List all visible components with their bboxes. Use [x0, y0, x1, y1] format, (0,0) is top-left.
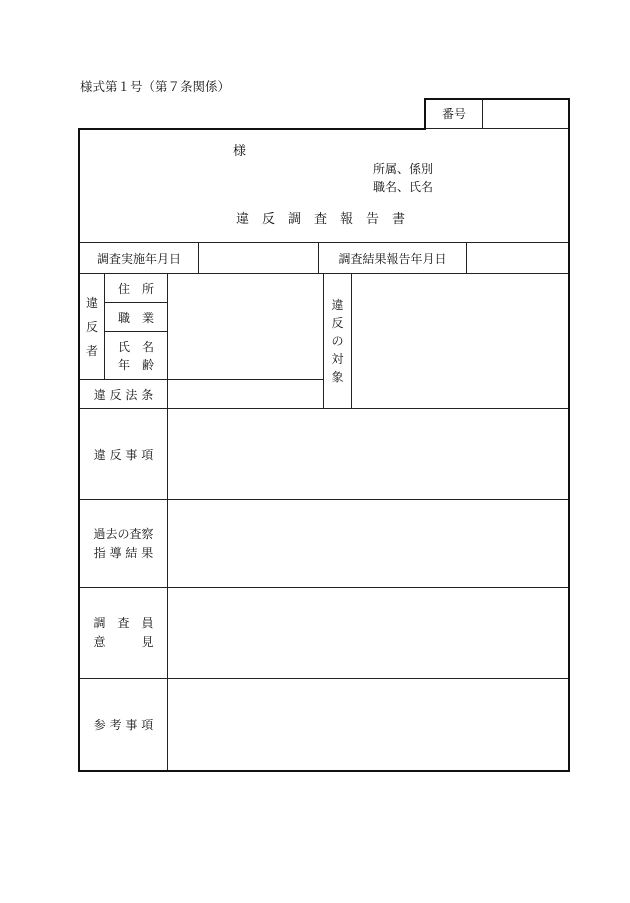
occupation-label: 職 業	[117, 310, 154, 325]
survey-date-field[interactable]	[199, 243, 318, 273]
affiliation-label: 所属、係別	[373, 162, 434, 176]
name-age-label	[105, 332, 167, 379]
frame-bottom	[78, 770, 570, 772]
frame-top	[78, 128, 426, 130]
target-char-1: 違	[331, 298, 344, 312]
violation-matter-field[interactable]	[168, 409, 568, 499]
survey-date-label: 調査実施年月日	[96, 251, 181, 266]
past-inspection-line-2: 指 導 結 果	[93, 545, 154, 560]
violator-char-1: 違	[85, 295, 98, 310]
past-inspection-field[interactable]	[168, 500, 568, 587]
past-inspection-line-1: 過去の査察	[93, 526, 154, 541]
violation-matter-label: 違 反 事 項	[93, 447, 154, 462]
target-char-2: 反	[331, 316, 344, 330]
reference-field[interactable]	[168, 679, 568, 770]
violator-char-3: 者	[85, 343, 98, 358]
form-id: 様式第１号（第７条関係）	[80, 79, 231, 94]
violated-law-label: 違 反 法 条	[93, 387, 154, 402]
investigator-opinion-label	[80, 588, 167, 678]
violator-info-field[interactable]	[168, 274, 323, 379]
position-name-label: 職名、氏名	[373, 180, 434, 194]
name-label: 氏 名	[117, 339, 154, 354]
number-label: 番号	[441, 107, 466, 121]
investigator-line-1: 調 査 員	[93, 616, 154, 630]
target-char-5: 象	[331, 370, 344, 384]
violated-law-field[interactable]	[168, 380, 323, 408]
result-date-field[interactable]	[467, 243, 568, 273]
page-title: 違 反 調 査 報 告 書	[236, 212, 406, 227]
investigator-opinion-field[interactable]	[168, 588, 568, 678]
past-inspection-label	[80, 500, 167, 587]
addressee-suffix: 様	[233, 144, 247, 159]
reference-label: 参 考 事 項	[93, 718, 154, 732]
target-char-4: 対	[331, 352, 344, 366]
number-value-field[interactable]	[483, 99, 568, 128]
number-box-bottom	[426, 128, 568, 129]
violator-char-2: 反	[85, 319, 98, 334]
violator-label	[80, 274, 104, 379]
age-label: 年 齢	[117, 357, 154, 372]
frame-right	[568, 98, 570, 771]
investigator-line-2: 意 見	[93, 635, 154, 649]
result-date-label: 調査結果報告年月日	[338, 251, 447, 266]
violation-target-label	[324, 274, 351, 408]
address-label: 住 所	[117, 281, 154, 296]
violation-target-field[interactable]	[352, 274, 568, 408]
target-char-3: の	[331, 334, 344, 348]
